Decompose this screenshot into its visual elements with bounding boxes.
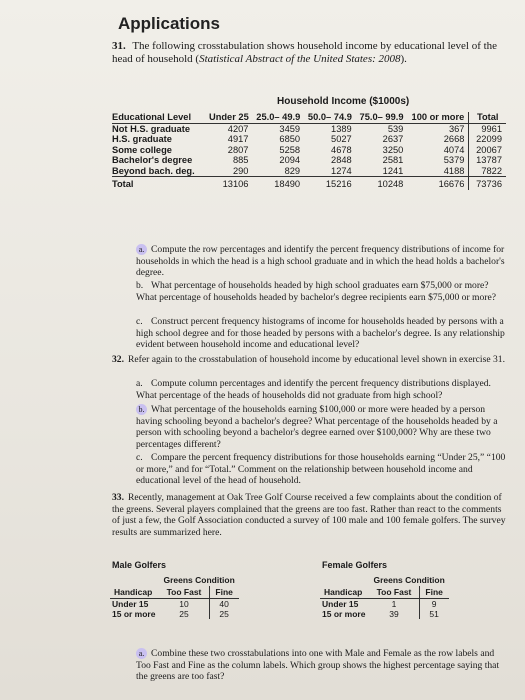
table-header-row xyxy=(112,112,506,123)
table-row xyxy=(112,123,506,134)
cell: 4207 xyxy=(227,123,249,134)
part-text: Compute the row percentages and identify the percent frequency distributions of income for households in which the head is a high school graduate and in which the head holds a bachelor's degree. xyxy=(136,244,505,278)
part-text: What percentage of households headed by high school graduates earn $75,000 or more? What percentage of households headed by bachelor's degree recipients earn $75,000 or more? xyxy=(136,280,497,303)
row-label: Not H.S. graduate xyxy=(112,123,190,134)
cell: 4917 xyxy=(227,134,249,144)
question-31 xyxy=(112,40,502,66)
cell: 39 xyxy=(369,609,419,619)
q31-part-b xyxy=(136,280,508,303)
part-letter: a. xyxy=(136,378,143,389)
cell: 25 xyxy=(159,609,209,619)
cell: 6850 xyxy=(279,134,301,144)
cell: 2807 xyxy=(227,144,249,155)
table-row xyxy=(112,155,506,166)
q32-part-c xyxy=(136,452,508,487)
column-header: 50.0– 74.9 xyxy=(304,112,356,123)
part-text: What percentage of the households earning $100,000 or more were headed by a person having schooling beyond a bachelor's degree? What percentage of the households headed by a person with schooling beyond a bachelor's degree earned over $100,000? Why are these two percentages different? xyxy=(136,404,498,450)
column-header: Under 25 xyxy=(205,112,252,123)
table-row xyxy=(112,166,506,177)
question-text: The following crosstabulation shows household income by educational level of the head of household ( xyxy=(112,40,498,65)
row-header: Handicap xyxy=(320,586,369,599)
row-label: Under 15 xyxy=(322,599,359,609)
row-label: Under 15 xyxy=(112,599,149,609)
cell: 25 xyxy=(219,609,229,619)
male-golfers-table xyxy=(110,574,239,619)
part-letter-highlight: a. xyxy=(136,244,147,255)
row-label: Beyond bach. deg. xyxy=(112,165,195,176)
cell: 16676 xyxy=(407,177,469,190)
cell: 4074 xyxy=(443,144,465,155)
column-header: Too Fast xyxy=(159,586,209,599)
cell: 73736 xyxy=(469,177,506,190)
cell: 3459 xyxy=(279,123,301,134)
cell: 4188 xyxy=(443,165,465,176)
cell: 367 xyxy=(448,123,465,134)
q32-part-b xyxy=(136,404,508,450)
cell: 51 xyxy=(429,609,439,619)
cell: 829 xyxy=(284,165,301,176)
source-title: Statistical Abstract of the United States: 2008 xyxy=(199,53,401,65)
column-header: 25.0– 49.9 xyxy=(252,112,304,123)
row-label: Total xyxy=(112,177,205,190)
cell: 5379 xyxy=(443,155,465,165)
table-row xyxy=(110,599,239,610)
cell: 3250 xyxy=(382,144,404,155)
question-text-end: ). xyxy=(400,53,407,65)
cell: 1 xyxy=(369,599,419,610)
row-header: Handicap xyxy=(110,586,159,599)
column-header: Total xyxy=(469,112,506,123)
row-label: 15 or more xyxy=(112,609,156,619)
cell: 9961 xyxy=(469,123,506,134)
cell: 22099 xyxy=(469,134,506,145)
cell: 2668 xyxy=(443,134,465,144)
table-header-row xyxy=(320,586,449,599)
question-number: 31. xyxy=(112,40,126,52)
female-golfers-title: Female Golfers xyxy=(322,560,388,570)
part-letter: c. xyxy=(136,316,143,327)
table-header-row xyxy=(110,586,239,599)
row-header: Educational Level xyxy=(112,112,205,123)
group-header-row xyxy=(320,574,449,586)
part-letter: b. xyxy=(136,280,144,291)
cell: 1274 xyxy=(331,165,352,176)
q33-part-a xyxy=(136,648,508,683)
part-letter-highlight: a. xyxy=(136,648,147,659)
part-text: Combine these two crosstabulations into one with Male and Female as the row labels and Too Fast and Fine as the column labels. Which group shows the highest percentage saying that the greens are too fast? xyxy=(136,648,500,682)
cell: 4678 xyxy=(331,144,352,155)
table-row xyxy=(112,134,506,145)
cell: 10248 xyxy=(356,177,408,190)
section-heading: Applications xyxy=(118,14,221,33)
q31-part-c xyxy=(136,316,508,351)
cell: 290 xyxy=(232,165,249,176)
question-text: Recently, management at Oak Tree Golf Course received a few complaints about the condition of the greens. Several players complained that the greens are too fast. Rather than react to the comments of just a few, the Golf Association conducted a survey of 100 male and 100 female golfers. The survey results are summarized here. xyxy=(112,492,506,538)
table-row xyxy=(110,609,239,619)
column-header: Too Fast xyxy=(369,586,419,599)
question-number: 33. xyxy=(112,492,124,503)
part-letter-highlight: b. xyxy=(136,404,147,415)
cell: 5027 xyxy=(331,134,352,144)
male-golfers-title: Male Golfers xyxy=(112,560,167,570)
cell: 885 xyxy=(232,155,249,165)
part-text: Construct percent frequency histograms of income for households headed by persons with a high school degree and for those headed by persons with a bachelor's degree. Is any relationship evident between household income and educational level? xyxy=(136,316,505,350)
total-row xyxy=(112,177,506,190)
table-row xyxy=(320,599,449,610)
cell: 15216 xyxy=(304,177,356,190)
column-header: 100 or more xyxy=(407,112,469,123)
group-header: Greens Condition xyxy=(373,575,445,585)
cell: 20067 xyxy=(469,145,506,156)
row-label: 15 or more xyxy=(322,609,366,619)
cell: 2581 xyxy=(382,155,404,165)
question-text: Refer again to the crosstabulation of household income by educational level shown in exercise 31. xyxy=(128,354,505,365)
part-text: Compute column percentages and identify the percent frequency distributions displayed. What percentage of the heads of households did not graduate from high school? xyxy=(136,378,491,401)
q32-part-a xyxy=(136,378,508,401)
cell: 13787 xyxy=(469,155,506,166)
cell: 5258 xyxy=(279,144,301,155)
cell: 9 xyxy=(431,599,437,609)
row-label: Some college xyxy=(112,144,172,155)
cell: 2637 xyxy=(382,134,404,144)
cell: 2094 xyxy=(279,155,301,165)
female-golfers-table xyxy=(320,574,449,619)
table-row xyxy=(320,609,449,619)
group-header-row xyxy=(110,574,239,586)
row-label: H.S. graduate xyxy=(112,134,172,144)
group-header: Greens Condition xyxy=(163,575,235,585)
q31-part-a xyxy=(136,244,508,279)
cell: 18490 xyxy=(252,177,304,190)
income-table xyxy=(112,112,506,190)
cell: 539 xyxy=(387,123,404,134)
table-title: Household Income ($1000s) xyxy=(277,96,410,107)
part-letter: c. xyxy=(136,452,143,463)
cell: 2848 xyxy=(331,155,352,165)
column-header: Fine xyxy=(209,586,239,599)
row-label: Bachelor's degree xyxy=(112,155,193,165)
cell: 40 xyxy=(219,599,229,609)
question-32 xyxy=(112,354,508,366)
table-row xyxy=(112,145,506,156)
question-33 xyxy=(112,492,508,538)
column-header: 75.0– 99.9 xyxy=(356,112,408,123)
question-number: 32. xyxy=(112,354,124,365)
cell: 7822 xyxy=(469,166,506,177)
cell: 1389 xyxy=(331,123,352,134)
cell: 1241 xyxy=(382,165,404,176)
cell: 13106 xyxy=(205,177,252,190)
cell: 10 xyxy=(159,599,209,610)
column-header: Fine xyxy=(419,586,449,599)
part-text: Compare the percent frequency distributions for those households earning “Under 25,” “100 or more,” and for “Total.” Comment on the relationship between household income and educational level of the head of household. xyxy=(136,452,506,486)
